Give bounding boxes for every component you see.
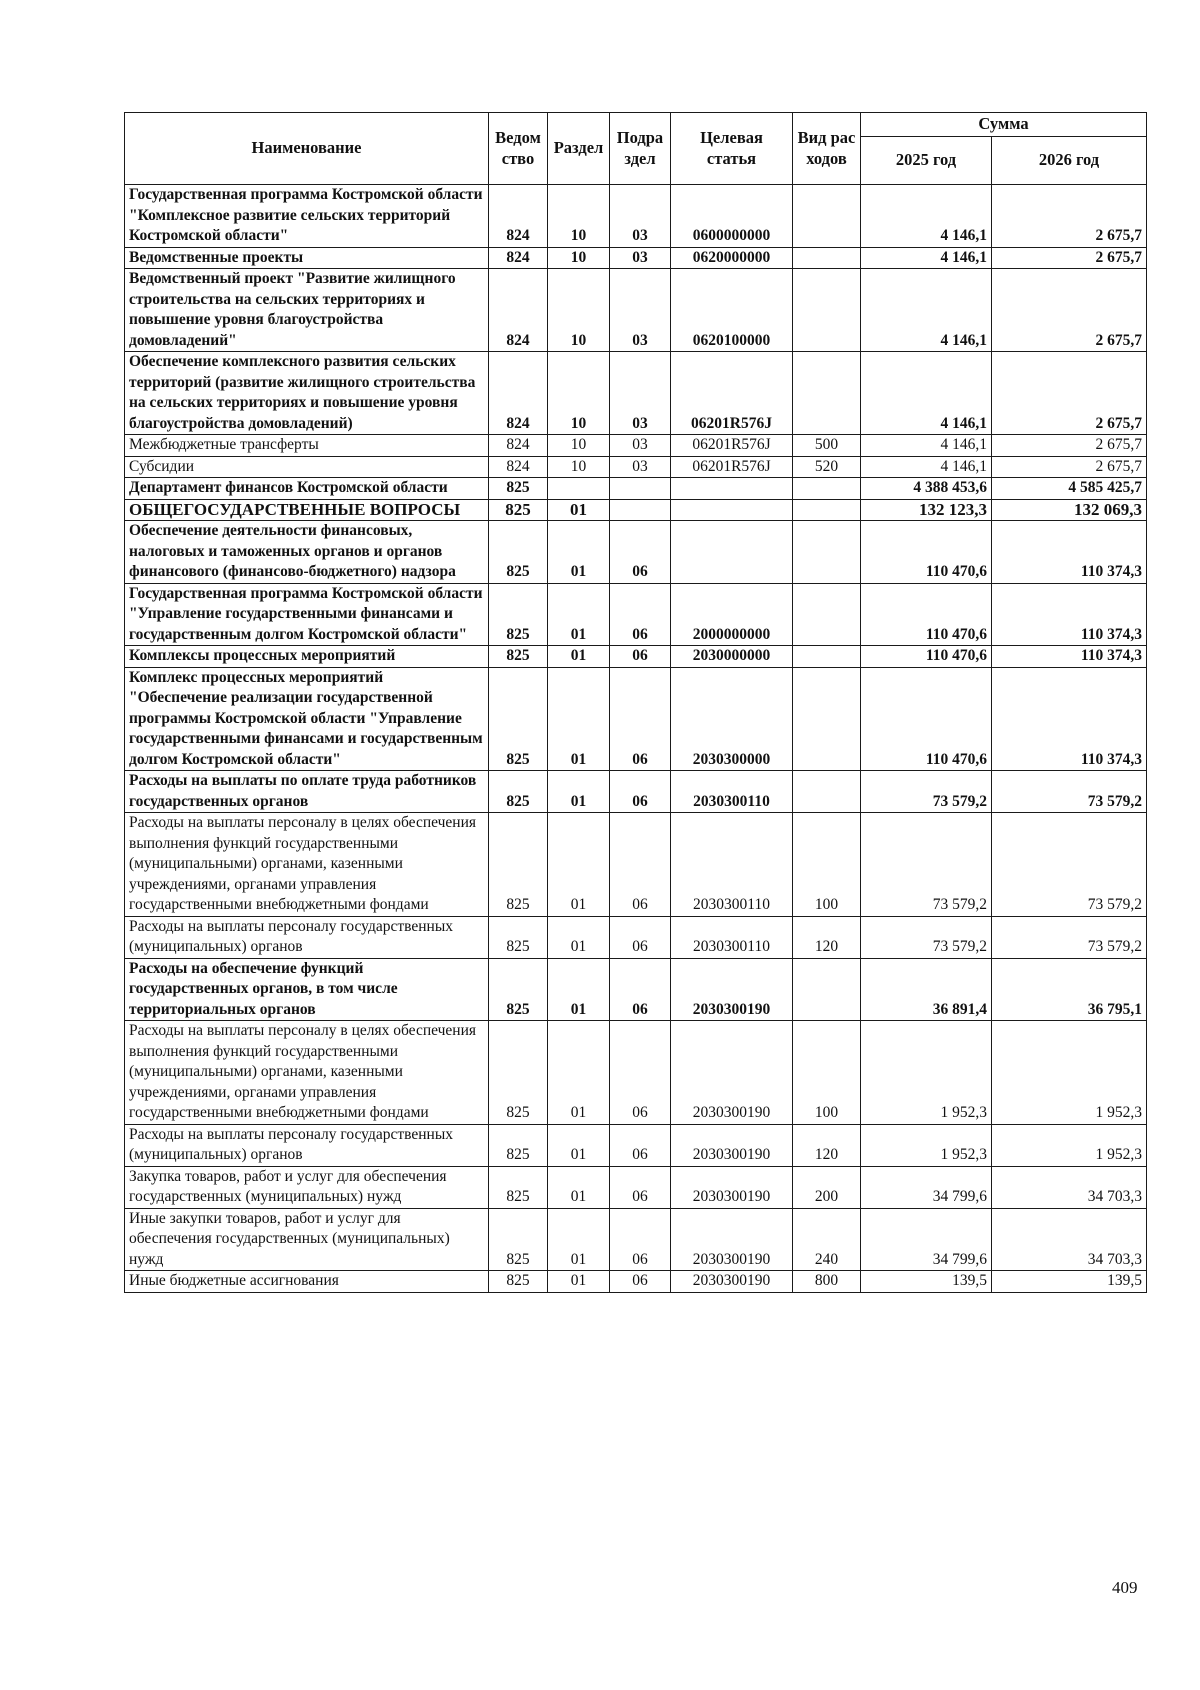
cell-tselevaya-statya: 2030300000 (671, 667, 793, 771)
cell-sum-2025: 73 579,2 (861, 771, 992, 813)
cell-vid-rashodov: 520 (793, 456, 861, 478)
cell-sum-2026: 73 579,2 (992, 771, 1147, 813)
cell-tselevaya-statya: 2030300190 (671, 1124, 793, 1166)
cell-tselevaya-statya: 0600000000 (671, 185, 793, 248)
table-row (125, 247, 1147, 269)
cell-vedomstvo: 825 (489, 499, 548, 521)
cell-tselevaya-statya: 06201R576J (671, 435, 793, 457)
cell-vid-rashodov (793, 646, 861, 668)
cell-sum-2025: 132 123,3 (861, 499, 992, 521)
cell-razdel: 01 (548, 521, 610, 584)
cell-razdel: 01 (548, 813, 610, 917)
cell-name: Иные бюджетные ассигнования (125, 1271, 489, 1293)
cell-vedomstvo: 825 (489, 1271, 548, 1293)
cell-razdel: 01 (548, 583, 610, 646)
cell-sum-2026: 4 585 425,7 (992, 478, 1147, 500)
table-row (125, 1208, 1147, 1271)
cell-sum-2026: 139,5 (992, 1271, 1147, 1293)
cell-vedomstvo: 825 (489, 1166, 548, 1208)
table-row (125, 269, 1147, 352)
cell-podrazdel: 06 (610, 1208, 671, 1271)
cell-sum-2025: 110 470,6 (861, 583, 992, 646)
cell-vedomstvo: 825 (489, 771, 548, 813)
cell-sum-2025: 110 470,6 (861, 646, 992, 668)
cell-sum-2025: 1 952,3 (861, 1021, 992, 1125)
table-row (125, 646, 1147, 668)
cell-vedomstvo: 824 (489, 456, 548, 478)
cell-name: Комплекс процессных мероприятий "Обеспечение реализации государственной программы Костромской области "Управление государственными финансами и государственным долгом Костромской области" (125, 667, 489, 771)
cell-vedomstvo: 825 (489, 646, 548, 668)
table-row (125, 958, 1147, 1021)
cell-tselevaya-statya: 06201R576J (671, 456, 793, 478)
cell-sum-2026: 2 675,7 (992, 435, 1147, 457)
cell-podrazdel: 06 (610, 1271, 671, 1293)
table-row (125, 1021, 1147, 1125)
header-razdel: Раздел (548, 113, 610, 185)
cell-vid-rashodov (793, 352, 861, 435)
cell-podrazdel: 03 (610, 269, 671, 352)
cell-vid-rashodov (793, 185, 861, 248)
cell-vid-rashodov (793, 667, 861, 771)
cell-vid-rashodov: 800 (793, 1271, 861, 1293)
cell-podrazdel: 06 (610, 771, 671, 813)
table-row (125, 521, 1147, 584)
cell-podrazdel: 06 (610, 916, 671, 958)
cell-vid-rashodov (793, 478, 861, 500)
cell-razdel: 10 (548, 435, 610, 457)
header-vedomstvo: Ведомство (489, 113, 548, 185)
cell-vedomstvo: 825 (489, 813, 548, 917)
cell-tselevaya-statya: 0620100000 (671, 269, 793, 352)
cell-podrazdel: 06 (610, 1021, 671, 1125)
cell-sum-2025: 4 388 453,6 (861, 478, 992, 500)
cell-vid-rashodov (793, 583, 861, 646)
cell-tselevaya-statya: 2000000000 (671, 583, 793, 646)
table-row (125, 1124, 1147, 1166)
cell-razdel: 10 (548, 352, 610, 435)
cell-tselevaya-statya: 2030300190 (671, 1166, 793, 1208)
cell-tselevaya-statya: 2030300190 (671, 958, 793, 1021)
cell-name: Расходы на выплаты персоналу в целях обеспечения выполнения функций государственными (муниципальными) органами, казенными учреждениями, органами управления государственными внебюджетными фондами (125, 1021, 489, 1125)
cell-name: Закупка товаров, работ и услуг для обеспечения государственных (муниципальных) нужд (125, 1166, 489, 1208)
cell-vedomstvo: 825 (489, 667, 548, 771)
cell-razdel (548, 478, 610, 500)
cell-vedomstvo: 825 (489, 1208, 548, 1271)
cell-name: Расходы на выплаты персоналу государственных (муниципальных) органов (125, 916, 489, 958)
cell-name: Департамент финансов Костромской области (125, 478, 489, 500)
cell-name: Обеспечение деятельности финансовых, налоговых и таможенных органов и органов финансового (финансово-бюджетного) надзора (125, 521, 489, 584)
cell-name: Межбюджетные трансферты (125, 435, 489, 457)
cell-sum-2025: 34 799,6 (861, 1166, 992, 1208)
table-row (125, 1271, 1147, 1293)
cell-sum-2026: 36 795,1 (992, 958, 1147, 1021)
header-vid: Вид расходов (793, 113, 861, 185)
cell-vedomstvo: 825 (489, 583, 548, 646)
cell-razdel: 01 (548, 1271, 610, 1293)
table-row (125, 667, 1147, 771)
cell-sum-2026: 2 675,7 (992, 269, 1147, 352)
cell-name: Расходы на выплаты персоналу государственных (муниципальных) органов (125, 1124, 489, 1166)
header-podrazdel: Подраздел (610, 113, 671, 185)
cell-razdel: 01 (548, 958, 610, 1021)
cell-sum-2026: 73 579,2 (992, 813, 1147, 917)
cell-vid-rashodov: 120 (793, 1124, 861, 1166)
cell-sum-2025: 4 146,1 (861, 269, 992, 352)
cell-razdel: 01 (548, 1166, 610, 1208)
header-tselevaya: Целевая статья (671, 113, 793, 185)
cell-sum-2026: 2 675,7 (992, 247, 1147, 269)
cell-sum-2025: 139,5 (861, 1271, 992, 1293)
cell-vedomstvo: 825 (489, 958, 548, 1021)
cell-name: Ведомственный проект "Развитие жилищного строительства на сельских территориях и повышение уровня благоустройства домовладений" (125, 269, 489, 352)
cell-name: Ведомственные проекты (125, 247, 489, 269)
table-row (125, 916, 1147, 958)
cell-sum-2025: 1 952,3 (861, 1124, 992, 1166)
cell-vid-rashodov (793, 247, 861, 269)
cell-tselevaya-statya: 2030300190 (671, 1021, 793, 1125)
cell-sum-2025: 4 146,1 (861, 435, 992, 457)
cell-vedomstvo: 825 (489, 478, 548, 500)
cell-vid-rashodov (793, 499, 861, 521)
cell-sum-2026: 110 374,3 (992, 583, 1147, 646)
cell-vedomstvo: 825 (489, 1124, 548, 1166)
cell-vedomstvo: 825 (489, 521, 548, 584)
cell-razdel: 01 (548, 1124, 610, 1166)
cell-tselevaya-statya: 2030300190 (671, 1271, 793, 1293)
cell-vid-rashodov: 500 (793, 435, 861, 457)
cell-sum-2025: 4 146,1 (861, 456, 992, 478)
cell-razdel: 01 (548, 667, 610, 771)
cell-tselevaya-statya: 2030000000 (671, 646, 793, 668)
budget-table-sheet (124, 112, 1146, 1293)
cell-tselevaya-statya: 2030300110 (671, 771, 793, 813)
cell-sum-2026: 34 703,3 (992, 1208, 1147, 1271)
cell-sum-2025: 73 579,2 (861, 916, 992, 958)
cell-tselevaya-statya (671, 478, 793, 500)
table-row (125, 813, 1147, 917)
cell-podrazdel: 06 (610, 958, 671, 1021)
cell-vid-rashodov (793, 269, 861, 352)
cell-sum-2026: 2 675,7 (992, 185, 1147, 248)
cell-podrazdel: 06 (610, 667, 671, 771)
table-row (125, 435, 1147, 457)
cell-podrazdel: 03 (610, 435, 671, 457)
cell-vid-rashodov: 100 (793, 813, 861, 917)
cell-tselevaya-statya: 0620000000 (671, 247, 793, 269)
table-row (125, 499, 1147, 521)
cell-tselevaya-statya: 2030300110 (671, 813, 793, 917)
cell-podrazdel: 06 (610, 646, 671, 668)
table-row (125, 456, 1147, 478)
cell-sum-2025: 110 470,6 (861, 521, 992, 584)
cell-vedomstvo: 825 (489, 916, 548, 958)
cell-name: Расходы на обеспечение функций государственных органов, в том числе территориальных органов (125, 958, 489, 1021)
cell-sum-2026: 110 374,3 (992, 667, 1147, 771)
table-row (125, 352, 1147, 435)
cell-vedomstvo: 824 (489, 247, 548, 269)
cell-podrazdel: 06 (610, 1124, 671, 1166)
cell-name: Иные закупки товаров, работ и услуг для обеспечения государственных (муниципальных) нужд (125, 1208, 489, 1271)
cell-name: Комплексы процессных мероприятий (125, 646, 489, 668)
cell-razdel: 01 (548, 499, 610, 521)
table-row (125, 771, 1147, 813)
cell-name: Субсидии (125, 456, 489, 478)
header-row-top (125, 113, 1147, 137)
cell-sum-2026: 2 675,7 (992, 456, 1147, 478)
cell-vid-rashodov (793, 521, 861, 584)
cell-name: Государственная программа Костромской области "Комплексное развитие сельских территорий Костромской области" (125, 185, 489, 248)
cell-podrazdel: 03 (610, 352, 671, 435)
cell-vedomstvo: 824 (489, 435, 548, 457)
cell-name: Обеспечение комплексного развития сельских территорий (развитие жилищного строительства на сельских территориях и повышение уровня благоустройства домовладений) (125, 352, 489, 435)
cell-name: Расходы на выплаты персоналу в целях обеспечения выполнения функций государственными (муниципальными) органами, казенными учреждениями, органами управления государственными внебюджетными фондами (125, 813, 489, 917)
header-summa: Сумма (861, 113, 1147, 137)
cell-vedomstvo: 824 (489, 269, 548, 352)
cell-sum-2026: 110 374,3 (992, 521, 1147, 584)
cell-sum-2026: 1 952,3 (992, 1124, 1147, 1166)
cell-tselevaya-statya: 2030300110 (671, 916, 793, 958)
budget-table-body (125, 185, 1147, 1293)
cell-podrazdel: 06 (610, 1166, 671, 1208)
cell-podrazdel (610, 478, 671, 500)
cell-podrazdel: 03 (610, 456, 671, 478)
cell-razdel: 10 (548, 247, 610, 269)
table-row (125, 185, 1147, 248)
cell-tselevaya-statya: 2030300190 (671, 1208, 793, 1271)
cell-razdel: 01 (548, 646, 610, 668)
cell-razdel: 10 (548, 456, 610, 478)
header-name: Наименование (125, 113, 489, 185)
table-row (125, 583, 1147, 646)
cell-sum-2026: 73 579,2 (992, 916, 1147, 958)
page-number: 409 (1112, 1578, 1138, 1597)
table-row (125, 478, 1147, 500)
cell-vedomstvo: 825 (489, 1021, 548, 1125)
cell-sum-2026: 132 069,3 (992, 499, 1147, 521)
cell-vid-rashodov (793, 771, 861, 813)
cell-sum-2025: 4 146,1 (861, 352, 992, 435)
cell-podrazdel: 03 (610, 247, 671, 269)
cell-vid-rashodov: 200 (793, 1166, 861, 1208)
cell-razdel: 10 (548, 269, 610, 352)
cell-podrazdel: 06 (610, 521, 671, 584)
cell-podrazdel: 03 (610, 185, 671, 248)
cell-sum-2025: 4 146,1 (861, 247, 992, 269)
header-2025: 2025 год (861, 137, 992, 185)
cell-sum-2025: 34 799,6 (861, 1208, 992, 1271)
cell-sum-2026: 2 675,7 (992, 352, 1147, 435)
cell-sum-2025: 4 146,1 (861, 185, 992, 248)
cell-podrazdel (610, 499, 671, 521)
cell-razdel: 01 (548, 1021, 610, 1125)
cell-vedomstvo: 824 (489, 352, 548, 435)
cell-vid-rashodov: 120 (793, 916, 861, 958)
cell-name: Государственная программа Костромской области "Управление государственными финансами и государственным долгом Костромской области" (125, 583, 489, 646)
cell-podrazdel: 06 (610, 583, 671, 646)
cell-tselevaya-statya (671, 499, 793, 521)
cell-razdel: 01 (548, 1208, 610, 1271)
cell-sum-2026: 1 952,3 (992, 1021, 1147, 1125)
cell-vid-rashodov: 100 (793, 1021, 861, 1125)
cell-vedomstvo: 824 (489, 185, 548, 248)
cell-sum-2025: 73 579,2 (861, 813, 992, 917)
table-row (125, 1166, 1147, 1208)
cell-sum-2025: 36 891,4 (861, 958, 992, 1021)
cell-sum-2026: 110 374,3 (992, 646, 1147, 668)
cell-vid-rashodov: 240 (793, 1208, 861, 1271)
cell-razdel: 10 (548, 185, 610, 248)
cell-sum-2026: 34 703,3 (992, 1166, 1147, 1208)
cell-vid-rashodov (793, 958, 861, 1021)
cell-name: ОБЩЕГОСУДАРСТВЕННЫЕ ВОПРОСЫ (125, 499, 489, 521)
cell-sum-2025: 110 470,6 (861, 667, 992, 771)
cell-name: Расходы на выплаты по оплате труда работников государственных органов (125, 771, 489, 813)
cell-tselevaya-statya (671, 521, 793, 584)
header-2026: 2026 год (992, 137, 1147, 185)
cell-tselevaya-statya: 06201R576J (671, 352, 793, 435)
cell-razdel: 01 (548, 916, 610, 958)
cell-podrazdel: 06 (610, 813, 671, 917)
budget-table (124, 112, 1147, 1293)
cell-razdel: 01 (548, 771, 610, 813)
